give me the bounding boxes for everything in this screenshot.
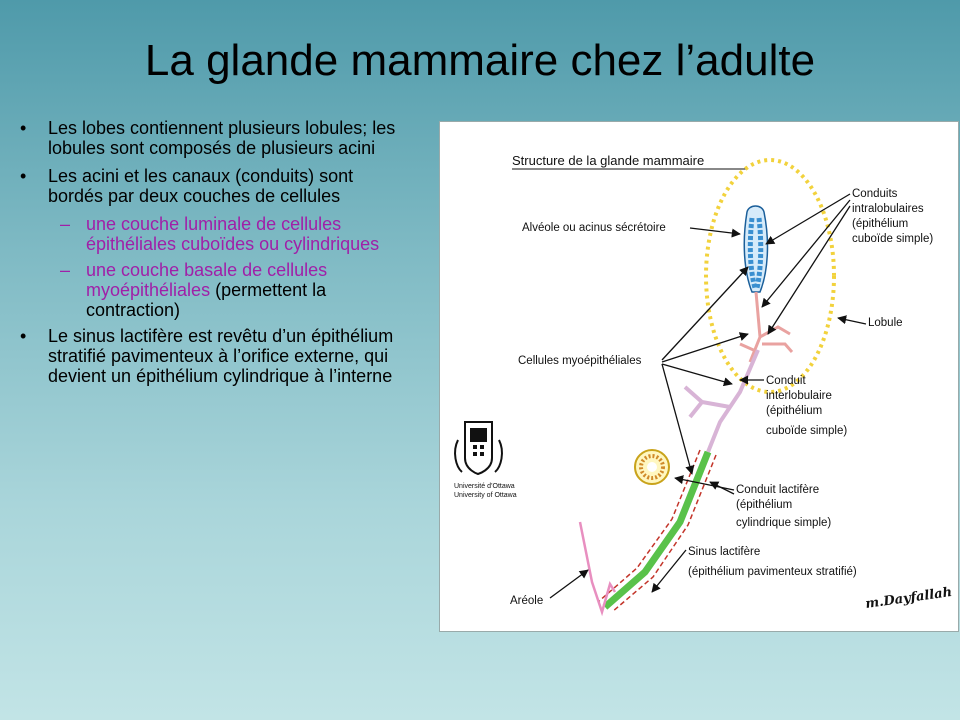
label-conduit-lact-1: Conduit lactifère bbox=[736, 484, 820, 496]
label-conduits-intra-4: cuboïde simple) bbox=[852, 233, 934, 245]
university-name-en: University of Ottawa bbox=[454, 492, 517, 499]
slide-title: La glande mammaire chez l’adulte bbox=[144, 36, 816, 85]
label-conduit-lact-3: cylindrique simple) bbox=[736, 517, 832, 529]
sub-bullet-luminal bbox=[20, 214, 402, 254]
label-conduits-intra-3: (épithélium bbox=[852, 218, 909, 230]
label-sinus-1: Sinus lactifère bbox=[688, 546, 761, 558]
gland-diagram bbox=[439, 121, 959, 632]
bullet-list bbox=[20, 118, 402, 394]
author-signature: m.Dayfallah bbox=[864, 584, 954, 612]
lobule-ring bbox=[706, 160, 834, 392]
acinus bbox=[744, 206, 767, 292]
label-sinus-2: (épithélium pavimenteux stratifié) bbox=[688, 566, 857, 578]
dash-marker: – bbox=[60, 214, 71, 234]
interlobular-duct bbox=[685, 350, 758, 452]
university-logo bbox=[454, 422, 517, 499]
label-conduit-inter-2: interlobulaire bbox=[766, 390, 832, 402]
label-lobule: Lobule bbox=[868, 317, 903, 329]
duct-cross-section bbox=[635, 450, 669, 484]
label-conduits-intra-1: Conduits bbox=[852, 188, 898, 200]
sub-bullet-luminal-text: une couche luminale de cellules épithéliales cuboïdes ou cylindriques bbox=[86, 214, 380, 254]
label-conduit-inter-4: cuboïde simple) bbox=[766, 425, 848, 437]
dash-marker: – bbox=[60, 260, 71, 280]
diagram-title: Structure de la glande mammaire bbox=[512, 153, 705, 168]
university-name-fr: Université d’Ottawa bbox=[454, 483, 515, 490]
bullet-sinus: • Le sinus lactifère est revêtu d’un épithélium stratifié pavimenteux à l’orifice externe, qui devient un épithélium cylindrique à l’interne bbox=[20, 326, 402, 386]
label-myoepi: Cellules myoépithéliales bbox=[518, 355, 642, 367]
label-areole: Aréole bbox=[510, 595, 544, 607]
label-alveole: Alvéole ou acinus sécrétoire bbox=[522, 222, 666, 234]
bullet-lobes: • Les lobes contiennent plusieurs lobules; les lobules sont composés de plusieurs acini bbox=[20, 118, 402, 158]
label-conduit-inter-3: (épithélium bbox=[766, 405, 823, 417]
gland-diagram-svg bbox=[440, 122, 960, 633]
sub-bullet-basal-text: une couche basale de cellules myoépithéliales bbox=[86, 260, 328, 300]
sub-bullet-basal bbox=[20, 260, 402, 320]
bullet-acini: • Les acini et les canaux (conduits) sont bordés par deux couches de cellules bbox=[20, 166, 402, 206]
label-conduits-intra-2: intralobulaires bbox=[852, 203, 924, 215]
label-conduit-lact-2: (épithélium bbox=[736, 499, 793, 511]
sub-bullet-basal-note: (permettent la contraction) bbox=[86, 280, 327, 320]
label-conduit-inter-1: Conduit bbox=[766, 375, 806, 387]
